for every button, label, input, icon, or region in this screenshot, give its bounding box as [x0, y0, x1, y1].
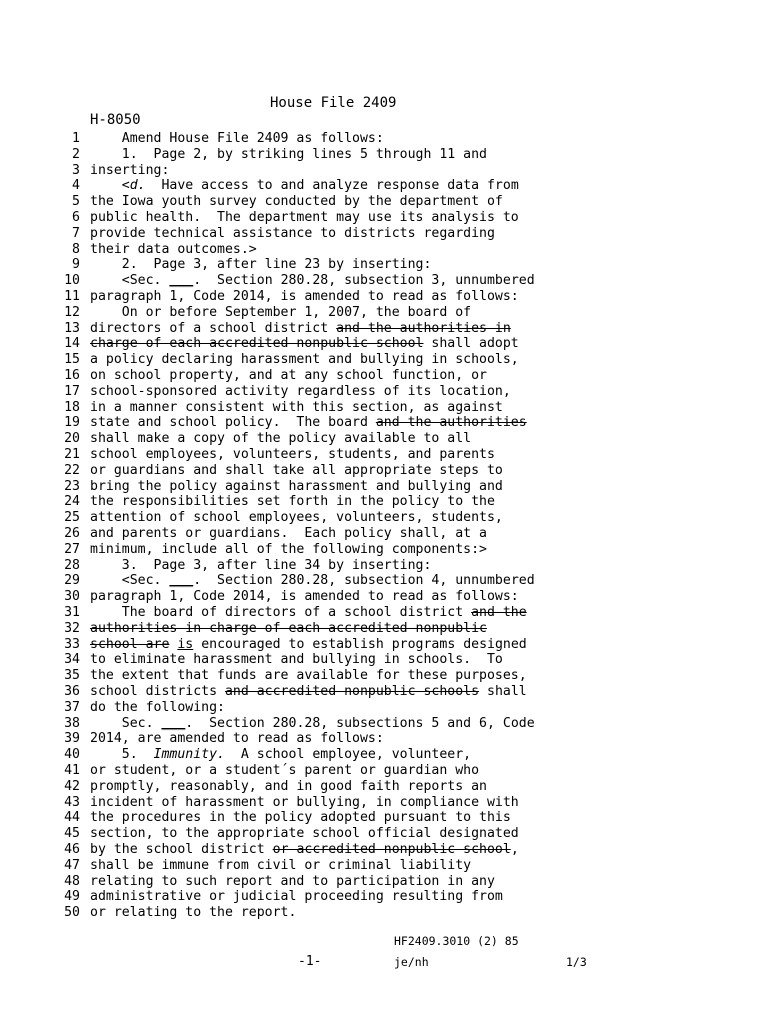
line-text — [90, 415, 527, 431]
document-line — [0, 384, 770, 400]
line-number: 30 — [64, 589, 80, 605]
text-segment: a policy declaring harassment and bullying in schools, — [90, 352, 519, 368]
line-text — [90, 716, 535, 732]
line-number: 31 — [64, 605, 80, 620]
document-line — [0, 731, 770, 747]
document-line — [0, 795, 770, 811]
line-number: 50 — [64, 905, 80, 921]
line-text — [90, 242, 257, 258]
document-line — [0, 131, 770, 147]
line-text — [90, 273, 535, 289]
document-line — [0, 178, 770, 194]
line-number: 49 — [64, 889, 80, 905]
document-line — [0, 273, 770, 289]
text-segment: A school employee, volunteer, — [225, 747, 472, 763]
text-segment: Have access to and analyze response data from — [145, 178, 519, 194]
document-line — [0, 684, 770, 700]
struck-text: school are — [90, 636, 170, 652]
text-segment: their data outcomes.> — [90, 241, 257, 257]
footer-page-count: 1/3 — [566, 955, 587, 969]
line-number: 28 — [64, 557, 80, 573]
line-number: 17 — [64, 383, 80, 399]
line-number: 10 — [64, 273, 80, 289]
line-number: 35 — [64, 668, 80, 684]
line-text — [90, 147, 487, 163]
line-number: 29 — [64, 573, 80, 589]
text-segment: < — [90, 178, 130, 194]
line-number: 3 — [72, 162, 80, 178]
struck-text: and accredited nonpublic schools — [224, 684, 480, 699]
text-segment: paragraph 1, Code 2014, is amended to read as follows: — [90, 589, 519, 605]
text-segment: , — [510, 842, 519, 857]
line-number: 15 — [64, 352, 80, 368]
text-segment: do the following: — [90, 699, 225, 715]
underlined-text: ___ — [169, 273, 194, 289]
underlined-text: is — [177, 636, 194, 652]
line-number: 21 — [64, 447, 80, 462]
document-line — [0, 352, 770, 368]
line-text — [90, 226, 495, 242]
line-text — [90, 163, 169, 179]
line-text — [90, 842, 519, 858]
line-number: 36 — [64, 684, 80, 699]
document-line — [0, 194, 770, 210]
text-segment: public health. The department may use its analysis to — [90, 210, 519, 225]
document-line — [0, 826, 770, 842]
text-segment: minimum, include all of the following components:> — [90, 541, 487, 557]
document-line — [0, 605, 770, 621]
document-line — [0, 637, 770, 653]
line-number: 42 — [64, 778, 80, 794]
line-number: 18 — [64, 399, 80, 415]
text-segment: school-sponsored activity regardless of its location, — [90, 383, 511, 399]
document-line — [0, 763, 770, 779]
line-number: 41 — [64, 763, 80, 778]
line-number: 37 — [64, 699, 80, 715]
text-segment: . Section 280.28, subsection 4, unnumbered — [193, 573, 535, 589]
line-text — [90, 368, 487, 384]
line-number: 19 — [64, 415, 80, 431]
line-text — [90, 400, 503, 416]
text-segment: provide technical assistance to districts regarding — [90, 225, 495, 241]
text-segment: inserting: — [90, 162, 170, 178]
document-line — [0, 210, 770, 226]
line-number: 11 — [64, 289, 80, 304]
struck-text: and the authorities — [375, 415, 527, 431]
document-line — [0, 510, 770, 526]
document-line — [0, 589, 770, 605]
line-text — [90, 700, 225, 716]
line-number: 39 — [64, 731, 80, 747]
line-number: 1 — [72, 131, 80, 146]
line-number: 48 — [64, 873, 80, 889]
line-text — [90, 447, 495, 463]
line-text — [90, 526, 487, 542]
line-number: 25 — [64, 510, 80, 526]
footer-file-code: HF2409.3010 (2) 85 — [394, 934, 519, 948]
struck-text: and the authorities in — [336, 320, 511, 336]
line-number: 5 — [72, 194, 80, 210]
line-text — [90, 336, 519, 352]
line-text — [90, 289, 519, 305]
document-line — [0, 479, 770, 495]
line-text — [90, 652, 503, 668]
line-number: 44 — [64, 810, 80, 826]
document-line — [0, 336, 770, 352]
line-text — [90, 257, 431, 273]
document-line — [0, 716, 770, 732]
text-segment: On or before September 1, 2007, the board of — [90, 304, 472, 320]
line-text — [90, 747, 471, 763]
text-segment: Amend House File 2409 as follows: — [90, 131, 384, 146]
document-line — [0, 226, 770, 242]
text-segment: the extent that funds are available for these purposes, — [90, 668, 527, 684]
line-text — [90, 494, 495, 510]
line-number: 38 — [64, 715, 80, 731]
document-line — [0, 289, 770, 305]
line-text — [90, 874, 495, 890]
document-line — [0, 447, 770, 463]
text-segment: the procedures in the policy adopted pursuant to this — [90, 810, 511, 826]
line-text — [90, 384, 511, 400]
text-segment: school employees, volunteers, students, and parents — [90, 447, 495, 462]
line-text — [90, 542, 487, 558]
line-text — [90, 731, 384, 747]
document-line — [0, 747, 770, 763]
line-number: 27 — [64, 541, 80, 557]
document-line — [0, 321, 770, 337]
text-segment: . Section 280.28, subsections 5 and 6, Code — [185, 715, 535, 731]
document-line — [0, 621, 770, 637]
text-segment: the Iowa youth survey conducted by the department of — [90, 194, 503, 210]
line-text — [90, 305, 471, 321]
document-line — [0, 874, 770, 890]
line-number: 8 — [72, 241, 80, 257]
line-number: 26 — [64, 526, 80, 541]
struck-text: authorities in charge of each accredited nonpublic — [90, 620, 487, 636]
line-number: 12 — [64, 304, 80, 320]
line-text — [90, 637, 527, 653]
underlined-text: ___ — [161, 715, 186, 731]
struck-text: charge of each accredited nonpublic school — [90, 336, 424, 352]
text-segment: relating to such report and to participation in any — [90, 873, 495, 889]
line-text — [90, 763, 479, 779]
line-text — [90, 621, 487, 637]
document-line — [0, 163, 770, 179]
document-line — [0, 526, 770, 542]
text-segment: or student, or a student´s parent or guardian who — [90, 763, 480, 778]
document-line — [0, 415, 770, 431]
text-segment: shall adopt — [423, 336, 519, 352]
line-text — [90, 131, 384, 147]
line-text — [90, 431, 471, 447]
line-text — [90, 210, 519, 226]
text-segment: in a manner consistent with this section, as against — [90, 399, 503, 415]
text-segment: incident of harassment or bullying, in compliance with — [90, 794, 519, 810]
text-segment: school districts — [90, 684, 225, 699]
amendment-code: H-8050 — [90, 112, 141, 128]
line-number: 40 — [64, 747, 80, 763]
line-text — [90, 810, 511, 826]
line-number: 34 — [64, 652, 80, 668]
document-line — [0, 257, 770, 273]
line-number: 16 — [64, 368, 80, 383]
line-text — [90, 668, 527, 684]
struck-text: or accredited nonpublic school — [272, 842, 511, 857]
document-line — [0, 810, 770, 826]
text-segment: Sec. — [90, 715, 162, 731]
document-line — [0, 242, 770, 258]
line-text — [90, 795, 519, 811]
document-line — [0, 494, 770, 510]
line-number: 22 — [64, 462, 80, 478]
text-segment: section, to the appropriate school official designated — [90, 826, 519, 842]
text-segment: . Section 280.28, subsection 3, unnumbered — [193, 273, 535, 289]
line-text — [90, 573, 535, 589]
line-number: 43 — [64, 794, 80, 810]
struck-text: and the — [471, 605, 527, 620]
text-segment: attention of school employees, volunteers, students, — [90, 510, 503, 526]
text-segment: bring the policy against harassment and bullying and — [90, 478, 503, 494]
line-text — [90, 858, 471, 874]
document-line — [0, 147, 770, 163]
text-segment: the responsibilities set forth in the policy to the — [90, 494, 495, 510]
line-number: 23 — [64, 478, 80, 494]
text-segment: directors of a school district — [90, 320, 337, 336]
line-number: 24 — [64, 494, 80, 510]
line-text — [90, 194, 503, 210]
line-number: 13 — [64, 320, 80, 336]
line-text — [90, 558, 431, 574]
line-text — [90, 905, 296, 921]
line-text — [90, 684, 527, 700]
text-segment: to eliminate harassment and bullying in schools. To — [90, 652, 503, 668]
text-segment: promptly, reasonably, and in good faith reports an — [90, 778, 487, 794]
line-number: 2 — [72, 146, 80, 162]
text-segment: administrative or judicial proceeding resulting from — [90, 889, 503, 905]
line-text — [90, 589, 519, 605]
document-line — [0, 858, 770, 874]
document-line — [0, 905, 770, 921]
line-number: 46 — [64, 842, 80, 857]
line-number: 14 — [64, 336, 80, 352]
text-segment: encouraged to establish programs designed — [193, 636, 527, 652]
text-segment: shall — [479, 684, 527, 699]
italic-text: d. — [129, 178, 146, 194]
document-line — [0, 463, 770, 479]
line-number: 33 — [64, 636, 80, 652]
text-segment: 1. Page 2, by striking lines 5 through 11 and — [90, 146, 487, 162]
line-number: 32 — [64, 620, 80, 636]
underlined-text: ___ — [169, 573, 194, 589]
line-number: 20 — [64, 431, 80, 447]
footer-initials: je/nh — [394, 955, 429, 969]
document-line — [0, 652, 770, 668]
text-segment: 2014, are amended to read as follows: — [90, 731, 384, 747]
text-segment: <Sec. — [90, 273, 170, 289]
text-segment: paragraph 1, Code 2014, is amended to read as follows: — [90, 289, 519, 304]
document-line — [0, 842, 770, 858]
line-number: 47 — [64, 857, 80, 873]
text-segment: 3. Page 3, after line 34 by inserting: — [90, 557, 432, 573]
line-text — [90, 352, 519, 368]
document-line — [0, 889, 770, 905]
document-title: House File 2409 — [270, 95, 397, 111]
document-line — [0, 668, 770, 684]
document-line — [0, 368, 770, 384]
document-line — [0, 400, 770, 416]
line-number: 9 — [72, 257, 80, 273]
text-segment: 2. Page 3, after line 23 by inserting: — [90, 257, 432, 273]
text-segment: shall be immune from civil or criminal liability — [90, 857, 472, 873]
line-number: 4 — [72, 178, 80, 194]
line-number: 45 — [64, 826, 80, 842]
footer-page-marker: -1- — [298, 954, 322, 969]
document-line — [0, 573, 770, 589]
document-line — [0, 431, 770, 447]
line-number: 6 — [72, 210, 80, 225]
document-line — [0, 700, 770, 716]
line-text — [90, 463, 503, 479]
text-segment: 5. — [90, 747, 154, 763]
line-text — [90, 510, 503, 526]
text-segment: <Sec. — [90, 573, 170, 589]
text-segment: or relating to the report. — [90, 905, 297, 921]
text-segment: state and school policy. The board — [90, 415, 376, 431]
text-segment: on school property, and at any school function, or — [90, 368, 487, 383]
document-line — [0, 305, 770, 321]
document-line — [0, 542, 770, 558]
text-segment: and parents or guardians. Each policy shall, at a — [90, 526, 487, 541]
line-text — [90, 178, 519, 194]
italic-text: Immunity. — [153, 747, 225, 763]
text-segment: shall make a copy of the policy available to all — [90, 431, 472, 447]
document-line — [0, 558, 770, 574]
line-text — [90, 479, 503, 495]
line-text — [90, 605, 527, 621]
text-segment: by the school district — [90, 842, 273, 857]
line-number: 7 — [72, 225, 80, 241]
text-segment: or guardians and shall take all appropriate steps to — [90, 462, 503, 478]
document-line — [0, 779, 770, 795]
line-text — [90, 826, 519, 842]
text-segment: The board of directors of a school district — [90, 605, 472, 620]
line-text — [90, 889, 503, 905]
line-text — [90, 779, 487, 795]
line-text — [90, 321, 511, 337]
